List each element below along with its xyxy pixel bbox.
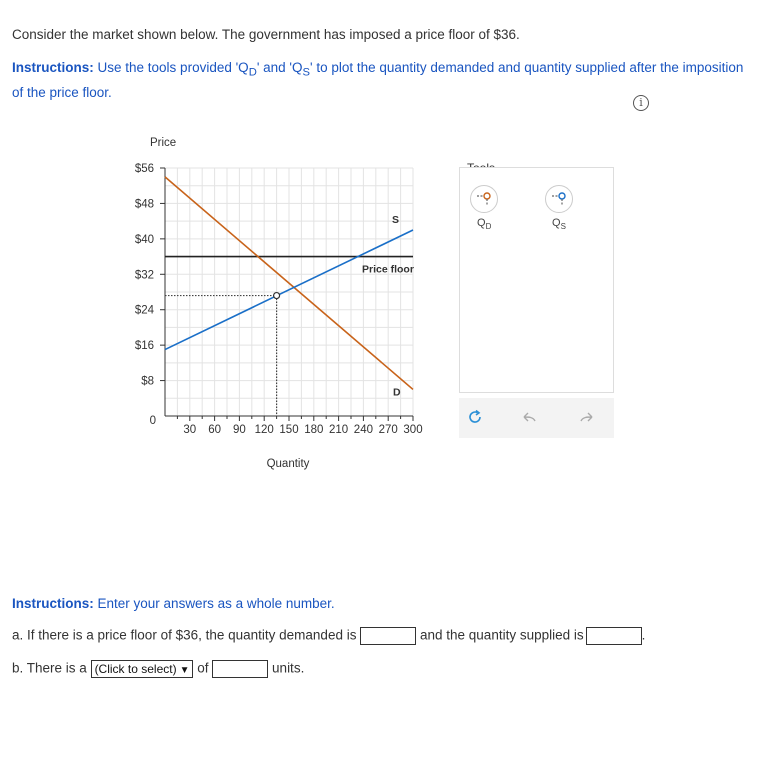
part-a-text-1: a. If there is a price floor of $36, the quantity demanded is — [12, 627, 357, 643]
instructions-label: Instructions: — [12, 60, 94, 75]
y-tick-label: $24 — [134, 304, 154, 317]
y-tick-label: $56 — [134, 163, 154, 175]
supply-curve-label: S — [392, 214, 400, 226]
market-chart[interactable] — [0, 120, 450, 480]
part-b-text-2: of — [197, 660, 209, 676]
x-axis-label: Quantity — [266, 458, 310, 470]
demand-curve-label: D — [393, 386, 401, 399]
undo-icon — [520, 408, 538, 426]
y-tick-label: $48 — [134, 198, 154, 211]
x-tick-label: 30 — [183, 424, 197, 436]
qd-tool-button[interactable] — [470, 185, 498, 213]
redo-button[interactable] — [576, 406, 598, 428]
instructions-answer: Instructions: Enter your answers as a whole number. — [12, 596, 335, 611]
x-tick-label: 90 — [233, 424, 246, 436]
x-tick-label: 60 — [208, 424, 221, 436]
part-a: a. If there is a price floor of $36, the quantity demanded is and the quantity supplied is . — [12, 627, 645, 645]
x-tick-label: 300 — [403, 424, 423, 436]
x-tick-label: 120 — [254, 424, 274, 436]
surplus-shortage-select[interactable]: (Click to select) ▼ — [91, 660, 194, 678]
undo-button[interactable] — [518, 406, 540, 428]
qd-point-tool-icon — [475, 190, 493, 208]
qs-tool-button[interactable] — [545, 185, 573, 213]
x-tick-label: 270 — [378, 424, 398, 436]
qs-point-tool-icon — [550, 190, 568, 208]
reset-icon — [466, 408, 484, 426]
x-tick-label: 150 — [279, 424, 299, 436]
chevron-down-icon: ▼ — [179, 665, 190, 676]
x-tick-label: 240 — [353, 424, 373, 436]
equilibrium-point — [274, 293, 280, 299]
y-tick-label: $16 — [134, 340, 154, 353]
origin-label: 0 — [149, 415, 156, 427]
quantity-demanded-input[interactable] — [360, 627, 416, 645]
part-a-text-2: and the quantity supplied is — [420, 627, 584, 643]
qs-tool-label: $Q_S$ — [552, 217, 566, 232]
y-tick-label: $40 — [134, 233, 154, 246]
part-b-text-3: units. — [272, 660, 305, 676]
instructions-answer-label: Instructions: — [12, 596, 94, 611]
quantity-supplied-input[interactable] — [586, 627, 642, 645]
info-icon[interactable]: i — [633, 95, 649, 111]
y-axis-label: Price — [150, 137, 177, 149]
y-tick-label: $32 — [134, 269, 154, 282]
x-tick-label: 210 — [329, 424, 349, 436]
reset-button[interactable] — [464, 406, 486, 428]
price-floor-label: Price floor — [362, 263, 414, 276]
redo-icon — [578, 408, 596, 426]
y-tick-label: $8 — [141, 375, 154, 388]
x-tick-label: 180 — [304, 424, 324, 436]
units-input[interactable] — [212, 660, 268, 678]
part-b — [12, 660, 304, 678]
instructions-plot: Instructions: Use the tools provided '$Q_D$' and '$Q_S$' to plot the quantity demanded and quantity supplied after the imposition of the price floor. — [12, 60, 744, 100]
question-text: Consider the market shown below. The government has imposed a price floor of $36. — [12, 27, 520, 42]
qd-tool-label: $Q_D$ — [477, 217, 492, 232]
part-b-text-1: b. There is a — [12, 660, 87, 676]
